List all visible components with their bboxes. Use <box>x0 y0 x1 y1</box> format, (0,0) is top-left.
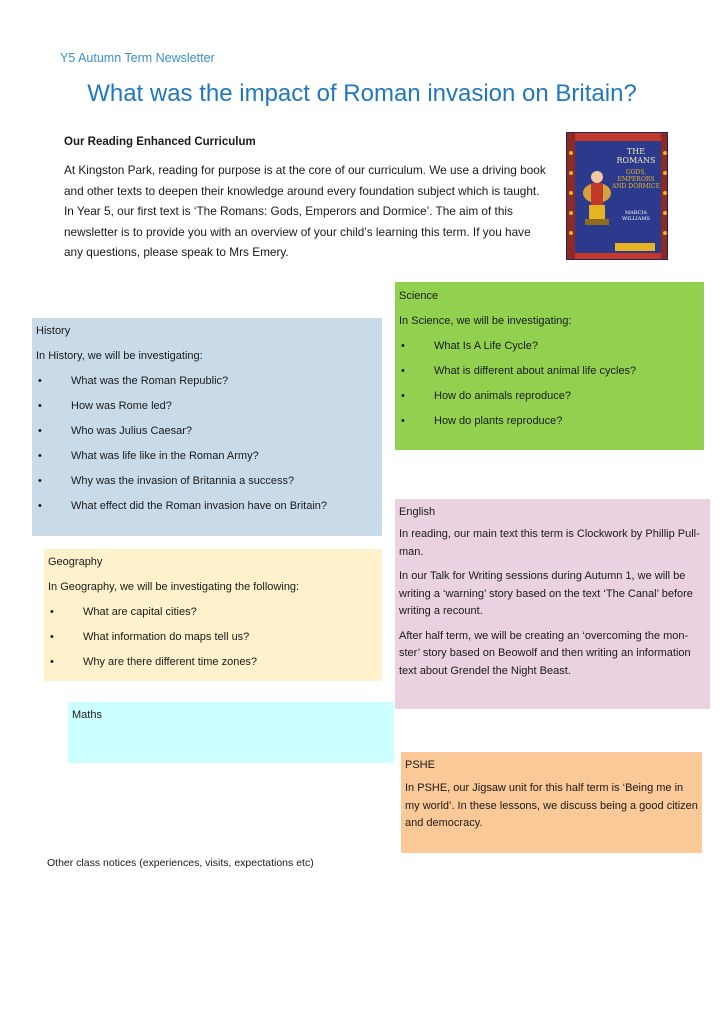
science-list <box>399 339 700 428</box>
history-title: History <box>36 325 71 337</box>
english-paragraph: After half term, we will be creating an ‘overcoming the mon-ster’ story based on Beowolf and then writing an information text about Grendel the Night Beast. <box>399 629 691 677</box>
geography-title: Geography <box>48 556 103 568</box>
pshe-panel <box>401 752 702 853</box>
english-paragraph: In our Talk for Writing sessions during Autumn 1, we will be writing a ‘warning’ story based on the text ‘The Canal’ before writing a recount. <box>399 570 693 617</box>
history-intro: In History, we will be investigating: <box>36 350 203 362</box>
book-cover-author: MARCIA WILLIAMS <box>622 210 650 222</box>
list-item: • What are capital cities? <box>48 605 378 619</box>
page-title: What was the impact of Roman invasion on Britain? <box>87 80 637 107</box>
maths-panel <box>68 702 394 763</box>
list-item: • What effect did the Roman invasion have on Britain? <box>36 499 378 513</box>
intro-heading: Our Reading Enhanced Curriculum <box>64 136 256 148</box>
geography-panel <box>44 549 382 681</box>
list-item: • Who was Julius Caesar? <box>36 424 378 438</box>
science-title: Science <box>399 290 439 302</box>
pshe-text: In PSHE, our Jigsaw unit for this half term is ‘Being me in my world’. In these lessons, we discuss being a good citizen and democracy. <box>405 782 698 829</box>
list-item: • What is different about animal life cycles? <box>399 364 700 378</box>
english-paragraph: In reading, our main text this term is Clockwork by Phillip Pull-man. <box>399 528 700 558</box>
list-item: • How was Rome led? <box>36 399 378 413</box>
list-item: • Why was the invasion of Britannia a success? <box>36 474 378 488</box>
book-cover-title: THE ROMANS <box>616 147 656 165</box>
history-panel <box>32 318 382 536</box>
history-list <box>36 374 378 513</box>
list-item: • What was the Roman Republic? <box>36 374 378 388</box>
geography-list <box>48 605 378 669</box>
english-title: English <box>399 506 436 518</box>
list-item: • How do animals reproduce? <box>399 389 700 403</box>
newsletter-label: Y5 Autumn Term Newsletter <box>60 51 215 65</box>
list-item: • What Is A Life Cycle? <box>399 339 700 353</box>
list-item: • Why are there different time zones? <box>48 655 378 669</box>
list-item: • What information do maps tell us? <box>48 630 378 644</box>
geography-intro: In Geography, we will be investigating the following: <box>48 581 300 593</box>
maths-title: Maths <box>72 709 102 721</box>
science-panel <box>395 282 704 450</box>
list-item: • How do plants reproduce? <box>399 414 700 428</box>
english-panel <box>395 499 710 709</box>
intro-text: At Kingston Park, reading for purpose is at the core of our curriculum. We use a driving book and other texts to deepen their knowledge around every foundation subject which is taught. In Year 5, our first text is ‘The Romans: Gods, Emperors and Dormice’. The aim of this newsletter is to provide you with an overview of your child’s learning this term. If you have any questions, please speak to Mrs Emery. <box>64 163 546 259</box>
class-notices-label: Other class notices (experiences, visits, expectations etc) <box>47 857 314 869</box>
science-intro: In Science, we will be investigating: <box>399 315 572 327</box>
pshe-title: PSHE <box>405 759 435 771</box>
list-item: • What was life like in the Roman Army? <box>36 449 378 463</box>
book-cover-subtitle: GODS, EMPERORS AND DORMICE <box>611 169 661 190</box>
book-cover-image <box>566 132 668 260</box>
